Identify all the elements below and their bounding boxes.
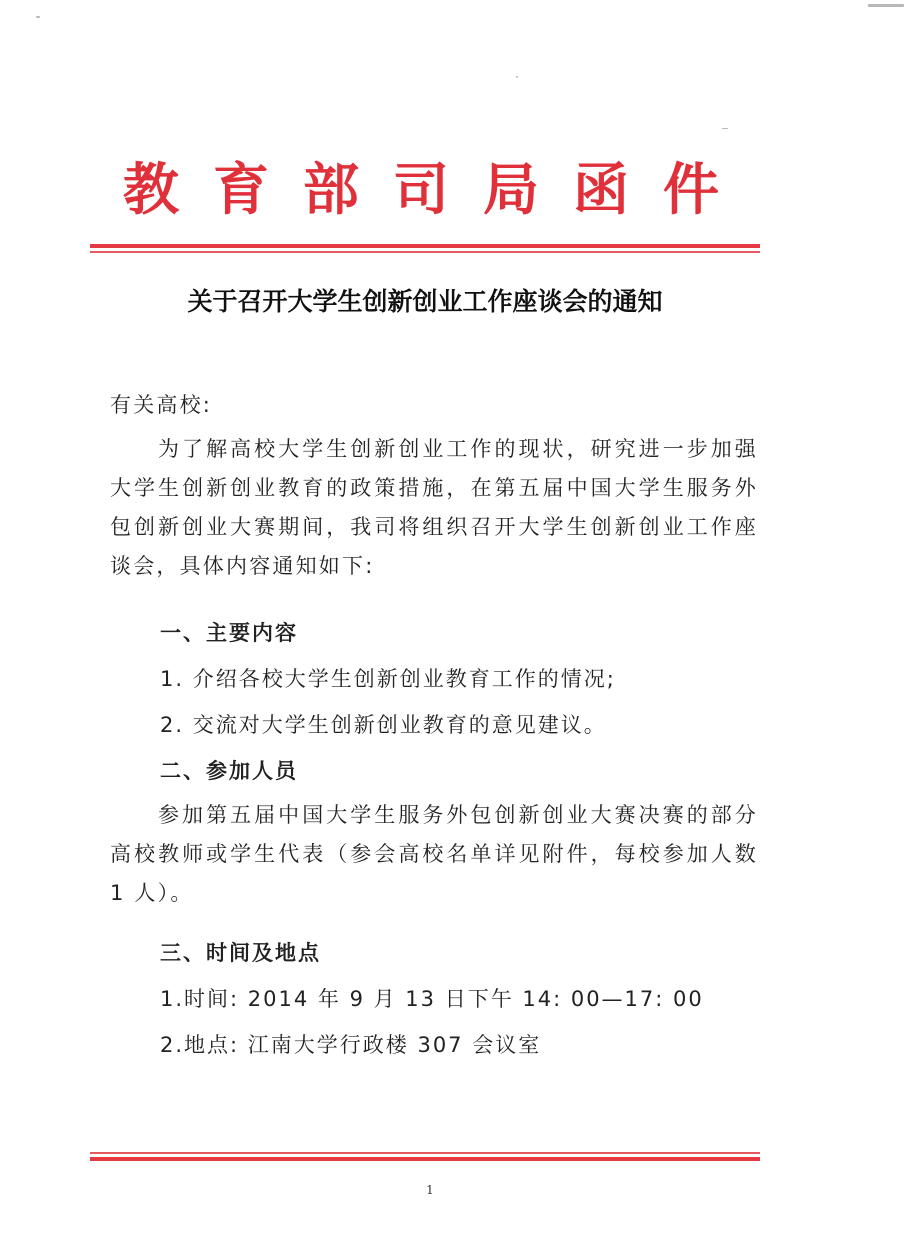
- section1-heading: 一、主要内容: [160, 621, 298, 645]
- scan-speck: [516, 76, 518, 78]
- intro-paragraph: 为了解高校大学生创新创业工作的现状，研究进一步加强大学生创新创业教育的政策措施，在第五届中国大学生服务外包创新创业大赛期间，我司将组织召开大学生创新创业工作座谈会，具体内容通知如下:: [110, 437, 758, 578]
- salutation: 有关高校:: [110, 393, 213, 417]
- header-rule-thick: [90, 244, 760, 248]
- section3-heading: 三、时间及地点: [160, 941, 321, 965]
- section1-item: 1. 介绍各校大学生创新创业教育工作的情况;: [160, 667, 616, 691]
- scan-speck: [722, 128, 728, 129]
- section3-item: 1.时间: 2014 年 9 月 13 日下午 14: 00—17: 00: [160, 987, 704, 1011]
- header-rule-thin: [90, 251, 760, 253]
- scan-speck: [868, 4, 904, 7]
- section2-paragraph: 参加第五届中国大学生服务外包创新创业大赛决赛的部分高校教师或学生代表（参会高校名单详见附件，每校参加人数 1 人）。: [110, 803, 758, 905]
- section3-item: 2.地点: 江南大学行政楼 307 会议室: [160, 1033, 542, 1057]
- document-title: 关于召开大学生创新创业工作座谈会的通知: [187, 287, 663, 316]
- footer-rule-thick: [90, 1157, 760, 1161]
- scan-speck: [36, 16, 40, 18]
- section2-heading: 二、参加人员: [160, 759, 298, 783]
- page-number: 1: [426, 1183, 434, 1197]
- masthead: 教育部司局函件: [123, 157, 753, 223]
- section1-item: 2. 交流对大学生创新创业教育的意见建议。: [160, 713, 607, 737]
- footer-rule-thin: [90, 1152, 760, 1154]
